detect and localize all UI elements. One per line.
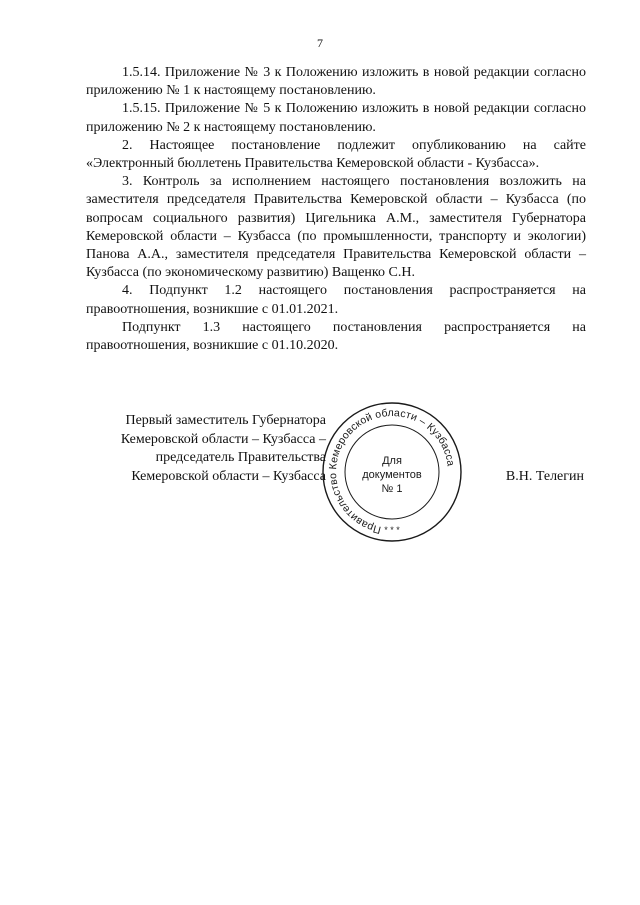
signatory-name: В.Н. Телегин — [505, 469, 584, 484]
stamp-center-line: № 1 — [381, 483, 403, 495]
paragraph-4-subpoint-1-2: 4. Подпункт 1.2 настоящего постановления распространяется на правоотношения, возникшие с 01.01.2021. — [86, 283, 586, 317]
paragraph-1-5-14: 1.5.14. Приложение № 3 к Положению изложить в новой редакции согласно приложению № 1 к настоящему постановлению. — [86, 65, 586, 99]
paragraph-1-5-15: 1.5.15. Приложение № 5 к Положению изложить в новой редакции согласно приложению № 2 к настоящему постановлению. — [86, 101, 586, 135]
stamp-center-line: документов — [362, 469, 422, 481]
paragraph-subpoint-1-3: Подпункт 1.3 настоящего постановления распространяется на правоотношения, возникшие с 01.10.2020. — [86, 319, 586, 354]
paragraph-3-control: 3. Контроль за исполнением настоящего постановления возложить на заместителя председателя Правительства Кемеровской области – Кузбасса (по вопросам социального развития) Цигельника А.М., заместителя Губернатора Кемеровской области – Кузбасса (по промышленности, транспорту и экологии) Панова А.А., заместителя председателя Правительства Кемеровской области – Кузбасса (по экономическому развитию) Ващенко С.Н. — [86, 174, 586, 281]
official-stamp — [320, 400, 464, 544]
page-number: 7 — [317, 36, 323, 50]
position-line: Кемеровской области – Кузбасса – — [120, 431, 326, 447]
stamp-center-line: Для — [382, 455, 402, 467]
position-line: председатель Правительства — [155, 450, 326, 466]
signature-block — [86, 406, 586, 552]
body-text — [86, 64, 586, 355]
stamp-graphic — [320, 400, 464, 544]
stamp-stars: * * * — [384, 525, 400, 535]
paragraph-2-publication: 2. Настоящее постановление подлежит опубликованию на сайте «Электронный бюллетень Правительства Кемеровской области - Кузбасса». — [86, 137, 586, 172]
stamp-ring-text: Правительство Кемеровской области – Кузбасса — [326, 406, 457, 536]
signatory-position — [86, 412, 326, 486]
position-line: Первый заместитель Губернатора — [125, 413, 326, 428]
position-line: Кемеровской области – Кузбасса — [131, 468, 326, 484]
